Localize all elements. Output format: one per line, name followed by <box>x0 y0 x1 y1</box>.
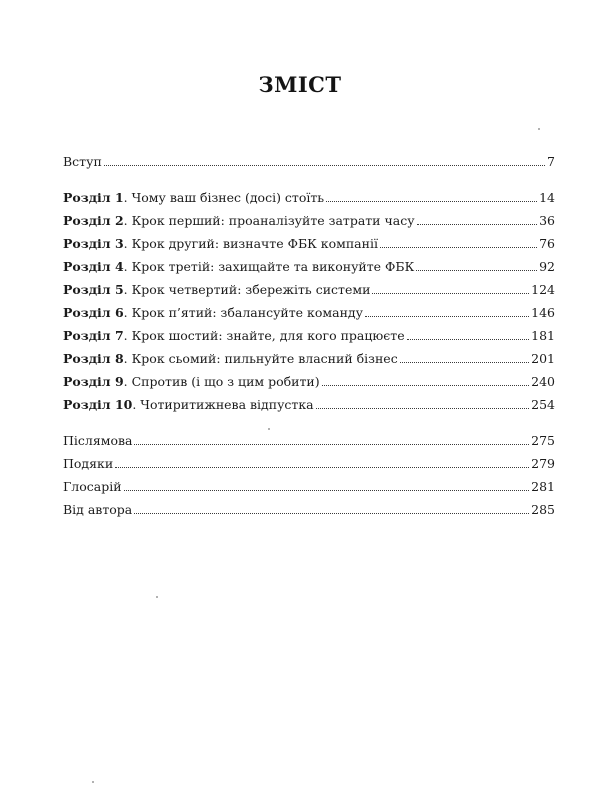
chapter-number: Розділ 9 <box>63 374 124 389</box>
toc-entry-chapter-4 <box>63 259 555 275</box>
toc-entry-glossary <box>63 479 555 495</box>
toc-entry-chapter-10 <box>63 397 555 413</box>
dot-leader <box>417 224 538 225</box>
toc-page-number: 275 <box>531 433 555 448</box>
toc-entry-label: Від автора <box>63 502 133 517</box>
toc-entry-label <box>63 328 405 344</box>
chapter-title: . Спротив (і що з цим робити) <box>123 374 320 389</box>
chapter-title: . Крок четвертий: збережіть системи <box>123 282 371 297</box>
toc-entry-label <box>63 305 363 321</box>
toc-entry-chapter-7 <box>63 328 555 344</box>
page-title: ЗМІСТ <box>258 72 342 97</box>
dot-leader <box>316 408 530 409</box>
dot-leader <box>380 247 537 248</box>
toc-entry-afterword <box>63 433 555 449</box>
toc-page-number: 14 <box>539 190 555 205</box>
toc-entry-chapter-5 <box>63 282 555 298</box>
chapter-title: . Чому ваш бізнес (досі) стоїть <box>123 190 325 205</box>
toc-page-number: 124 <box>531 282 555 297</box>
chapter-title: . Крок перший: проаналізуйте затрати часу <box>123 213 415 228</box>
chapter-number: Розділ 8 <box>63 351 124 366</box>
chapter-number: Розділ 3 <box>63 236 124 251</box>
toc-entry-label <box>63 259 414 275</box>
toc-entry-label: Вступ <box>63 154 102 169</box>
dot-leader <box>365 316 529 317</box>
toc-entry-label <box>63 236 378 252</box>
scan-speck <box>538 128 540 130</box>
toc-entry-label <box>63 190 324 206</box>
toc-page-number: 76 <box>539 236 555 251</box>
scan-speck <box>156 596 158 598</box>
toc-page-number: 285 <box>531 502 555 517</box>
toc-page-number: 281 <box>531 479 555 494</box>
dot-leader <box>124 490 530 491</box>
chapter-title: . Крок сьомий: пильнуйте власний бізнес <box>123 351 398 366</box>
toc-entry-chapter-9 <box>63 374 555 390</box>
dot-leader <box>134 444 529 445</box>
toc-entry-label <box>63 351 398 367</box>
toc-entry-label: Післямова <box>63 433 133 448</box>
toc-page-number: 181 <box>531 328 555 343</box>
dot-leader <box>407 339 530 340</box>
dot-leader <box>400 362 529 363</box>
toc-entry-chapter-2 <box>63 213 555 229</box>
toc-page-number: 92 <box>539 259 555 274</box>
dot-leader <box>372 293 529 294</box>
dot-leader <box>115 467 529 468</box>
toc-entry-label <box>63 213 415 229</box>
toc-page-number: 7 <box>547 154 555 169</box>
chapter-number: Розділ 7 <box>63 328 124 343</box>
toc-page-number: 254 <box>531 397 555 412</box>
chapter-number: Розділ 5 <box>63 282 124 297</box>
toc-entry-intro <box>63 154 555 170</box>
dot-leader <box>326 201 537 202</box>
chapter-number: Розділ 1 <box>63 190 124 205</box>
toc-entry-chapter-1 <box>63 190 555 206</box>
chapter-title: . Крок шостий: знайте, для кого працюєте <box>123 328 405 343</box>
chapter-number: Розділ 6 <box>63 305 124 320</box>
dot-leader <box>104 165 545 166</box>
toc-entry-chapter-3 <box>63 236 555 252</box>
toc-entry-chapter-6 <box>63 305 555 321</box>
toc-entry-label <box>63 374 320 390</box>
chapter-title: . Крок другий: визначте ФБК компанії <box>123 236 378 251</box>
chapter-number: Розділ 10 <box>63 397 133 412</box>
toc-entry-label: Глосарій <box>63 479 122 494</box>
toc-entry-chapter-8 <box>63 351 555 367</box>
dot-leader <box>134 513 529 514</box>
toc-entry-label <box>63 282 370 298</box>
toc-entry-acknowledgements <box>63 456 555 472</box>
toc-page-number: 240 <box>531 374 555 389</box>
scan-speck <box>92 781 94 783</box>
toc-page-number: 36 <box>539 213 555 228</box>
dot-leader <box>322 385 530 386</box>
toc-entry-label: Подяки <box>63 456 114 471</box>
scan-speck <box>268 428 270 430</box>
chapter-title: . Крок третій: захищайте та виконуйте ФБК <box>123 259 415 274</box>
chapter-number: Розділ 2 <box>63 213 124 228</box>
dot-leader <box>416 270 537 271</box>
chapter-title: . Чотиритижнева відпустка <box>132 397 314 412</box>
chapter-number: Розділ 4 <box>63 259 124 274</box>
toc-page-number: 146 <box>531 305 555 320</box>
toc-page-number: 279 <box>531 456 555 471</box>
toc-entry-from-author <box>63 502 555 518</box>
chapter-title: . Крок п’ятий: збалансуйте команду <box>123 305 363 320</box>
toc-page-number: 201 <box>531 351 555 366</box>
toc-entry-label <box>63 397 314 413</box>
